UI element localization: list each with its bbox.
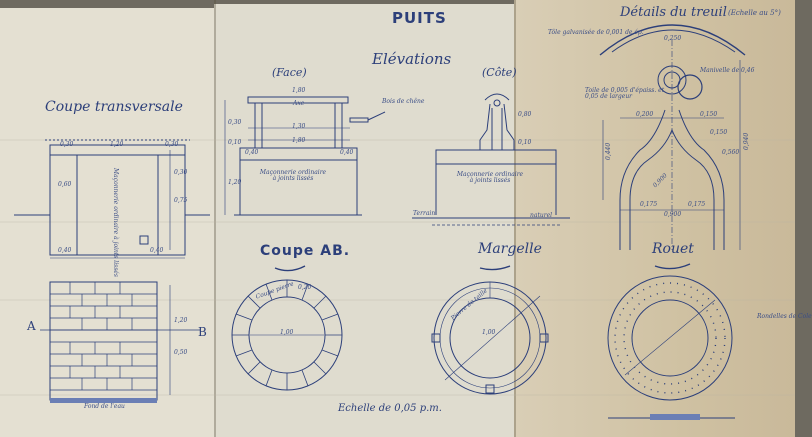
dim-label: 0,50 [174, 349, 188, 356]
terrain-naturel-label: naturel [530, 212, 553, 219]
dim-label: 0,40 [245, 149, 259, 156]
cote-elevation-drawing [412, 94, 570, 225]
maconnerie-coupe-note: Maçonnerie ordinaire à joints lissés [112, 168, 119, 277]
dim-label: 0,30 [60, 141, 74, 148]
details-scale: (Echelle au 5°) [728, 9, 781, 17]
dim-label: 0,60 [58, 181, 72, 188]
margelle-note: Pierre de taille [449, 287, 489, 322]
dim-label: 0,40 [58, 247, 72, 254]
dim-label: 0,10 [518, 139, 532, 146]
dim-label: 0,150 [700, 111, 718, 118]
dim-label: 1,20 [110, 141, 124, 148]
dim-label: 0,30 [165, 141, 179, 148]
dim-label: 1,20 [174, 317, 188, 324]
sheet-title: PUITS [392, 9, 447, 27]
dim-label: 1,80 [292, 87, 306, 94]
dim-label: 1,00 [482, 329, 496, 336]
coupe-ab-title: Coupe AB. [260, 243, 351, 259]
face-elevation-drawing [225, 97, 385, 215]
dim-label: 0,440 [605, 142, 612, 160]
dim-label: 0,250 [664, 35, 682, 42]
dim-label: 0,200 [636, 111, 654, 118]
face-label: (Face) [272, 66, 307, 79]
dim-label: 0,175 [640, 201, 658, 208]
bois-note: Bois de chêne [382, 98, 425, 105]
details-treuil-title: Détails du treuil [620, 5, 727, 20]
dim-label: 0,900 [651, 172, 669, 190]
dim-label: 0,30 [174, 169, 188, 176]
rouet-note: Rondelles de Cole [757, 313, 812, 320]
dim-label: 1,20 [228, 179, 242, 186]
section-marker-a: A [27, 319, 36, 333]
dim-label: 1,00 [280, 329, 294, 336]
dim-label: 1,30 [292, 123, 306, 130]
rouet-title: Rouet [652, 241, 694, 257]
dim-label: 0,10 [228, 139, 242, 146]
dim-label: 0,30 [228, 119, 242, 126]
dim-label: 0,560 [722, 149, 740, 156]
treuil-note: Toile de 0,005 d'épaiss. et 0,05 de largeur [585, 87, 665, 100]
tole-note: Tôle galvanisée de 0,001 de ép. [548, 29, 644, 36]
dim-label: 0,75 [174, 197, 188, 204]
dim-label: 0,900 [664, 211, 682, 218]
coupe-transversale-title: Coupe transversale [45, 99, 183, 115]
dim-label: 0,80 [518, 111, 532, 118]
dim-label: 0,940 [743, 132, 750, 150]
fond-note: Fond de l'eau [84, 403, 125, 410]
dim-label: 0,40 [150, 247, 164, 254]
terrain-label: Terrain [413, 210, 436, 217]
cote-label: (Côte) [482, 66, 517, 79]
dim-label: 1,80 [292, 137, 306, 144]
dim-label: 0,20 [298, 284, 312, 291]
scale-note: Echelle de 0,05 p.m. [338, 403, 442, 414]
dim-label: 0,40 [340, 149, 354, 156]
dim-label: 0,150 [710, 129, 728, 136]
coupe-pierre-note: Coupe pierre [254, 280, 295, 301]
manivelle-note: Manivelle de 0,46 [700, 67, 755, 74]
rouet-drawing [608, 264, 735, 420]
dim-label: 0,175 [688, 201, 706, 208]
elevations-title: Elévations [372, 50, 452, 68]
maconnerie-cote-note: Maçonnerie ordinaire à joints lissés [456, 171, 524, 184]
maconnerie-face-note: Maçonnerie ordinaire à joints lissés [259, 169, 327, 182]
axe-label: Axe [293, 100, 305, 107]
section-marker-b: B [198, 325, 207, 339]
margelle-title: Margelle [478, 241, 542, 257]
